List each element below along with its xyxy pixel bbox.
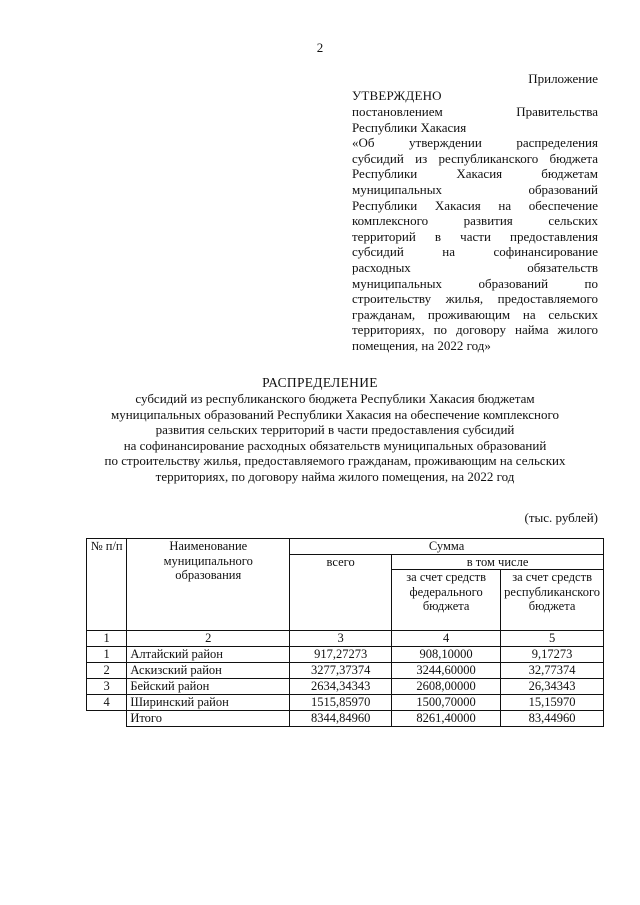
row-name: Ширинский район bbox=[127, 694, 290, 710]
subtitle-line: субсидий из республиканского бюджета Республики Хакасия бюджетам bbox=[135, 391, 535, 406]
approval-line: субсидий на софинансирование bbox=[352, 244, 598, 260]
subtitle-line: муниципальных образований Республики Хакасия на обеспечение комплексного bbox=[110, 406, 560, 422]
total-row-name: Итого bbox=[127, 710, 290, 726]
approval-line: территориях, по договору найма жилого bbox=[352, 322, 598, 338]
row-total: 2634,34343 bbox=[290, 678, 392, 694]
distribution-table bbox=[86, 538, 604, 727]
row-republic: 26,34343 bbox=[501, 678, 604, 694]
column-number: 1 bbox=[87, 631, 127, 647]
row-total: 917,27273 bbox=[290, 646, 392, 662]
row-name: Бейский район bbox=[127, 678, 290, 694]
units-label: (тыс. рублей) bbox=[524, 510, 598, 525]
approval-block bbox=[352, 88, 598, 354]
table-header-row bbox=[87, 539, 604, 555]
approval-line: муниципальных образований bbox=[352, 181, 598, 197]
column-number-row bbox=[87, 631, 604, 647]
header-total: всего bbox=[290, 554, 392, 631]
row-republic: 9,17273 bbox=[501, 646, 604, 662]
row-federal: 2608,00000 bbox=[392, 678, 501, 694]
approval-line: постановлением Правительства bbox=[352, 104, 598, 119]
approval-line: муниципальных образований по bbox=[352, 275, 598, 291]
subtitle-line: по строительству жилья, предоставляемого гражданам, проживающим на сельских bbox=[104, 453, 566, 469]
page-number: 2 bbox=[316, 40, 324, 55]
approval-line: Республики Хакасия на обеспечение bbox=[352, 197, 598, 213]
row-name: Аскизский район bbox=[127, 662, 290, 678]
table-row bbox=[87, 694, 604, 710]
approval-line: «Об утверждении распределения bbox=[352, 135, 598, 151]
subtitle-line: на софинансирование расходных обязательств муниципальных образований bbox=[123, 437, 547, 453]
row-num: 3 bbox=[87, 678, 127, 694]
row-num: 1 bbox=[87, 646, 127, 662]
total-row-num-cell bbox=[87, 710, 127, 726]
header-sum: Сумма bbox=[290, 539, 604, 555]
row-federal: 908,10000 bbox=[392, 646, 501, 662]
total-row-federal: 8261,40000 bbox=[392, 710, 501, 726]
row-republic: 32,77374 bbox=[501, 662, 604, 678]
row-total: 3277,37374 bbox=[290, 662, 392, 678]
table-row bbox=[87, 646, 604, 662]
document-title: РАСПРЕДЕЛЕНИЕ bbox=[262, 375, 378, 390]
document-subtitle bbox=[60, 391, 610, 485]
approval-line: комплексного развития сельских bbox=[352, 213, 598, 229]
approval-line: Республики Хакасия bbox=[352, 119, 467, 135]
approval-line: субсидий из республиканского бюджета bbox=[352, 150, 598, 166]
approval-line: Республики Хакасия бюджетам bbox=[352, 166, 598, 182]
column-number: 2 bbox=[127, 631, 290, 647]
approval-line: строительству жилья, предоставляемого bbox=[352, 291, 598, 307]
approval-line: помещения, на 2022 год» bbox=[352, 337, 491, 353]
total-row-total: 8344,84960 bbox=[290, 710, 392, 726]
header-including: в том числе bbox=[392, 554, 604, 570]
total-row-republic: 83,44960 bbox=[501, 710, 604, 726]
subtitle-line: территориях, по договору найма жилого помещения, на 2022 год bbox=[155, 468, 515, 484]
header-republic: за счет средств республиканского бюджета bbox=[501, 570, 604, 631]
row-total: 1515,85970 bbox=[290, 694, 392, 710]
header-federal: за счет средств федерального бюджета bbox=[392, 570, 501, 631]
column-number: 3 bbox=[290, 631, 392, 647]
row-federal: 3244,60000 bbox=[392, 662, 501, 678]
table-total-row bbox=[87, 710, 604, 726]
row-num: 2 bbox=[87, 662, 127, 678]
approval-line: расходных обязательств bbox=[352, 259, 598, 275]
subtitle-line: развития сельских территорий в части предоставления субсидий bbox=[155, 422, 515, 438]
approval-title: УТВЕРЖДЕНО bbox=[352, 88, 442, 103]
table-row bbox=[87, 678, 604, 694]
row-federal: 1500,70000 bbox=[392, 694, 501, 710]
approval-line: территорий в части предоставления bbox=[352, 228, 598, 244]
table-row bbox=[87, 662, 604, 678]
column-number: 5 bbox=[501, 631, 604, 647]
header-num: № п/п bbox=[87, 539, 127, 631]
row-num: 4 bbox=[87, 694, 127, 710]
approval-line: гражданам, проживающим на сельских bbox=[352, 306, 598, 322]
column-number: 4 bbox=[392, 631, 501, 647]
appendix-label: Приложение bbox=[528, 71, 598, 86]
row-republic: 15,15970 bbox=[501, 694, 604, 710]
header-name: Наименование муниципального образования bbox=[127, 539, 290, 631]
row-name: Алтайский район bbox=[127, 646, 290, 662]
